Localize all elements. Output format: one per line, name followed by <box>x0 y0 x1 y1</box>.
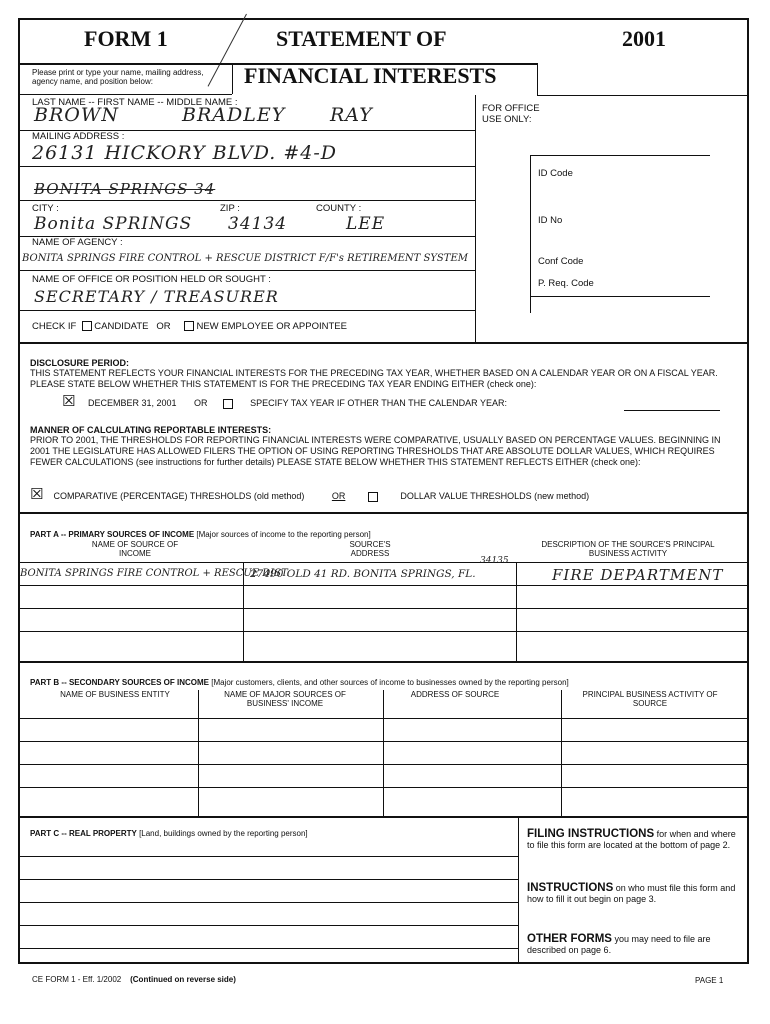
section-divider-2 <box>18 512 749 514</box>
manner-heading: MANNER OF CALCULATING REPORTABLE INTERESTS: <box>30 425 272 435</box>
part-a-row1-zip[interactable]: 34135 <box>480 556 509 566</box>
part-a-heading: PART A -- PRIMARY SOURCES OF INCOME <box>30 530 195 539</box>
address-line2[interactable]: BONITA SPRINGS 34 <box>34 180 216 198</box>
p-req-code-label: P. Req. Code <box>538 278 594 289</box>
header-step-v <box>537 63 538 96</box>
disclosure-text: THIS STATEMENT REFLECTS YOUR FINANCIAL INTERESTS FOR THE PRECEDING TAX YEAR, WHETHER BASED ON A CALENDAR YEAR OR ON A FISCAL YEAR. PLEASE STATE BELOW WHETHER THIS STATEMENT IS FOR THE PRECEDING TAX YEAR ENDING EITHER (check one): <box>30 368 718 389</box>
check-if-label: CHECK IF <box>32 321 77 332</box>
header-divider <box>18 63 538 65</box>
instructions-box: Please print or type your name, mailing address, agency name, and position below: <box>32 68 204 86</box>
part-a-col2: SOURCE'S ADDRESS <box>349 540 391 558</box>
part-a-col1: NAME OF SOURCE OF INCOME <box>91 540 179 558</box>
zip[interactable]: 34134 <box>228 214 288 234</box>
address-underline1 <box>18 166 475 167</box>
manner-text: PRIOR TO 2001, THE THRESHOLDS FOR REPORTING FINANCIAL INTERESTS WERE COMPARATIVE, USUALLY BASED ON PERCENTAGE VALUES. BEGINNING IN 2001 THE LEGISLATURE HAS ALLOWED FILERS THE OPTION OF USING REPORTING THRESHOLDS THAT ARE ABSOLUTE DOLLAR VALUES, WHICH REQUIRES FEWER CALCULATIONS (see instructions for further details) PLEASE STATE BELOW WHETHER THIS STATEMENT REFLECTS EITHER (check one): <box>30 435 721 467</box>
city[interactable]: Bonita SPRINGS <box>34 214 193 234</box>
disclosure-heading: DISCLOSURE PERIOD: <box>30 358 130 368</box>
new-employee-checkbox[interactable] <box>184 321 194 331</box>
part-b-note: [Major customers, clients, and other sources of income to businesses owned by the reporting person] <box>211 678 569 687</box>
candidate-label: CANDIDATE <box>94 321 149 332</box>
part-a-rule-1 <box>18 585 749 586</box>
footer-continued: (Continued on reverse side) <box>130 975 236 984</box>
county-label: COUNTY : <box>316 203 362 214</box>
comparative-checkbox[interactable]: ☒ <box>30 485 44 503</box>
office-divider <box>475 95 476 342</box>
other-tax-year-checkbox[interactable] <box>223 399 233 409</box>
footer-left: CE FORM 1 - Eff. 1/2002 <box>32 975 122 984</box>
city-label: CITY : <box>32 203 59 214</box>
check-if-row <box>32 321 347 332</box>
footer-form-id <box>32 975 236 984</box>
new-employee-label: NEW EMPLOYEE OR APPOINTEE <box>196 321 347 332</box>
footer-page: PAGE 1 <box>695 976 724 985</box>
other-forms-instructions <box>527 934 739 956</box>
office-use-line <box>530 155 710 156</box>
form-number: FORM 1 <box>84 26 168 51</box>
part-a-row1-desc[interactable]: FIRE DEPARTMENT <box>552 566 724 584</box>
disclosure-options <box>62 392 742 410</box>
section-divider-4 <box>18 816 749 818</box>
office-use-label: FOR OFFICE USE ONLY: <box>482 103 540 125</box>
part-c-heading: PART C -- REAL PROPERTY <box>30 829 137 838</box>
dollar-value-checkbox[interactable] <box>368 492 378 502</box>
part-a-rule-2 <box>18 608 749 609</box>
filing-instructions-text: for when and where to file this form are located at the bottom of page 2. <box>527 829 736 850</box>
part-b-col-divider-2 <box>383 690 384 816</box>
instructions-heading: INSTRUCTIONS <box>527 882 614 894</box>
dollar-value-label: DOLLAR VALUE THRESHOLDS (new method) <box>400 491 590 501</box>
part-b-header <box>30 678 569 687</box>
part-a-header <box>30 530 371 539</box>
office-underline <box>18 310 475 311</box>
p-req-line <box>530 296 710 297</box>
part-b-col1: NAME OF BUSINESS ENTITY <box>60 690 170 699</box>
instructions-box-bottom <box>18 94 232 95</box>
manner-or: OR <box>331 491 346 501</box>
part-b-col3: ADDRESS OF SOURCE <box>410 690 500 699</box>
office-use-vline <box>530 155 531 313</box>
agency-underline <box>18 270 475 271</box>
part-b-col4: PRINCIPAL BUSINESS ACTIVITY OF SOURCE <box>582 690 718 708</box>
part-b-col2: NAME OF MAJOR SOURCES OF BUSINESS' INCOME <box>224 690 346 708</box>
form-title-line2: FINANCIAL INTERESTS <box>244 63 497 88</box>
manner-options <box>30 485 590 503</box>
id-no-label: ID No <box>538 215 563 226</box>
section-divider-3 <box>18 661 749 663</box>
who-must-file-instructions <box>527 883 739 905</box>
county[interactable]: LEE <box>346 214 386 234</box>
candidate-checkbox[interactable] <box>82 321 92 331</box>
check-or-label: OR <box>156 321 171 332</box>
part-c-divider <box>518 816 519 964</box>
part-a-note: [Major sources of income to the reporting person] <box>196 530 371 539</box>
first-name[interactable]: BRADLEY <box>182 104 286 126</box>
part-a-row1-name[interactable]: BONITA SPRINGS FIRE CONTROL + RESCUE DIST. <box>20 568 290 579</box>
office-position[interactable]: SECRETARY / TREASURER <box>34 287 279 306</box>
last-name[interactable]: BROWN <box>34 104 119 126</box>
agency-label: NAME OF AGENCY : <box>32 237 123 248</box>
part-b-col-divider-3 <box>561 690 562 816</box>
other-forms-text: you may need to file are described on page 6. <box>527 934 711 955</box>
agency[interactable]: BONITA SPRINGS FIRE CONTROL + RESCUE DISTRICT F/F's RETIREMENT SYSTEM <box>22 253 468 264</box>
name-label: LAST NAME -- FIRST NAME -- MIDDLE NAME : <box>32 97 238 108</box>
part-a-row1-address[interactable]: 27490 OLD 41 RD. BONITA SPRINGS, FL. <box>250 568 476 580</box>
part-a-rule-3 <box>18 631 749 632</box>
part-a-col-divider-2 <box>516 562 517 661</box>
office-label: NAME OF OFFICE OR POSITION HELD OR SOUGHT : <box>32 274 271 285</box>
zip-label: ZIP : <box>220 203 240 214</box>
part-c-rule-3 <box>18 902 518 903</box>
instructions-box-edge <box>232 63 233 94</box>
filing-instructions-heading: FILING INSTRUCTIONS <box>527 828 655 840</box>
header-step-h <box>537 95 749 96</box>
part-c-rule-2 <box>18 879 518 880</box>
december-label: DECEMBER 31, 2001 <box>87 398 177 408</box>
december-checkbox[interactable]: ☒ <box>62 392 76 410</box>
form-title-line1: STATEMENT OF <box>276 26 447 51</box>
other-forms-heading: OTHER FORMS <box>527 933 612 945</box>
instructions-text: on who must file this form and how to fill it out begin on page 3. <box>527 883 736 904</box>
part-c-rule-5 <box>18 948 518 949</box>
form-year: 2001 <box>622 26 666 51</box>
conf-code-label: Conf Code <box>538 256 584 267</box>
other-tax-year-label: SPECIFY TAX YEAR IF OTHER THAN THE CALENDAR YEAR: <box>250 398 507 408</box>
address-underline2 <box>18 200 475 201</box>
part-c-rule-4 <box>18 925 518 926</box>
mailing-label: MAILING ADDRESS : <box>32 131 125 142</box>
filing-instructions <box>527 829 739 851</box>
part-c-rule-1 <box>18 856 518 857</box>
part-a-col3: DESCRIPTION OF THE SOURCE'S PRINCIPAL BUSINESS ACTIVITY <box>541 540 715 558</box>
disclosure-or: OR <box>194 398 208 408</box>
part-a-rule-0 <box>18 562 749 563</box>
other-tax-year-field[interactable] <box>624 410 720 411</box>
middle-name[interactable]: RAY <box>330 104 373 126</box>
id-code-label: ID Code <box>538 168 573 179</box>
part-b-col-divider-1 <box>198 690 199 816</box>
part-c-header <box>30 829 308 838</box>
address-line1[interactable]: 26131 HICKORY BLVD. #4-D <box>32 142 338 164</box>
section-divider-1 <box>18 342 749 344</box>
part-c-note: [Land, buildings owned by the reporting person] <box>139 829 308 838</box>
comparative-label: COMPARATIVE (PERCENTAGE) THRESHOLDS (old method) <box>53 491 305 501</box>
part-b-heading: PART B -- SECONDARY SOURCES OF INCOME <box>30 678 209 687</box>
